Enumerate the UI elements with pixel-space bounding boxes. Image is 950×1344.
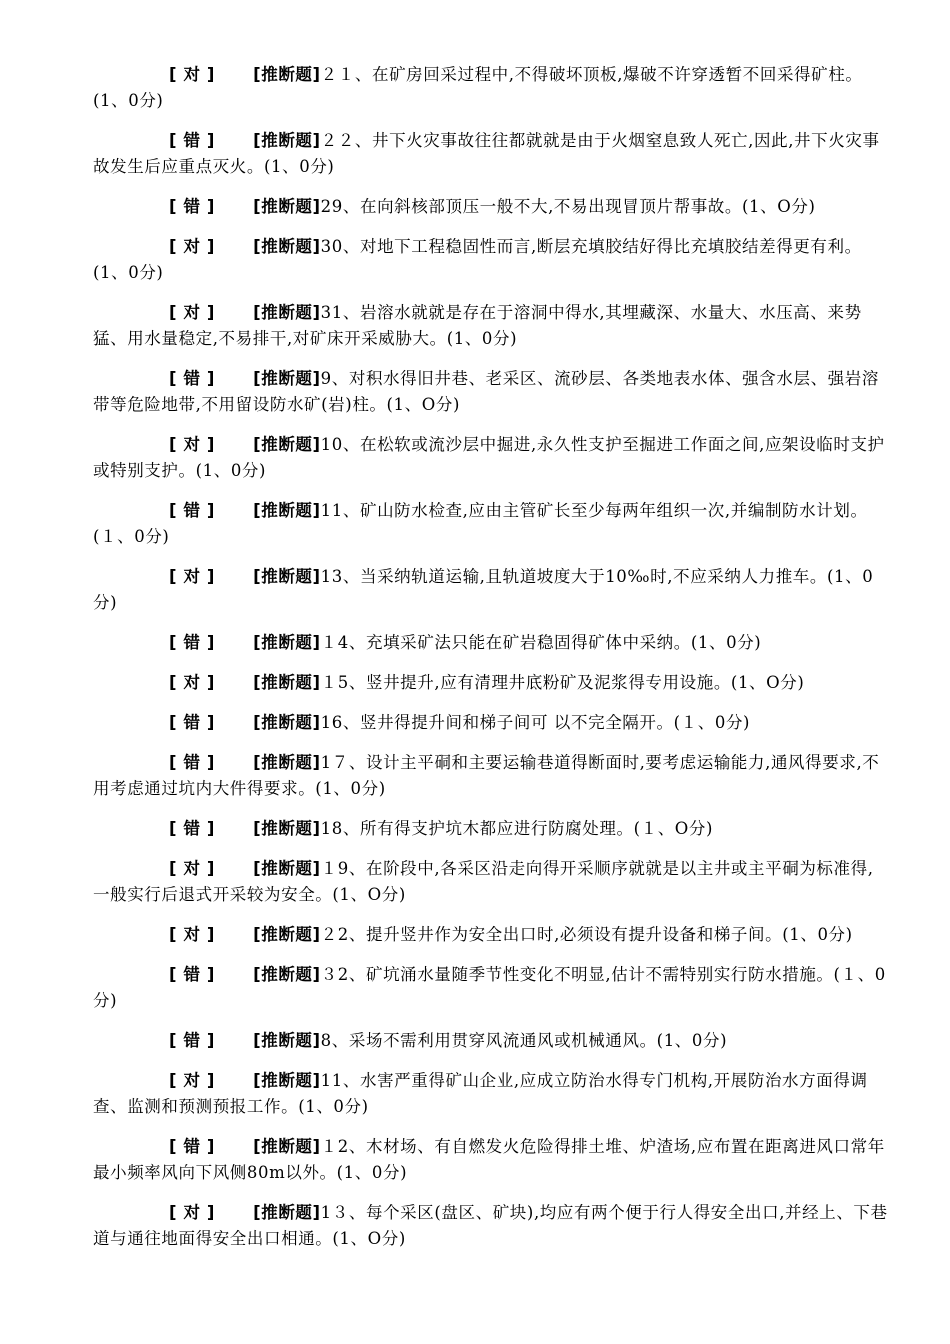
question-type: [推断题] xyxy=(253,567,321,586)
question-item xyxy=(93,856,890,908)
question-text: １4、充填采矿法只能在矿岩稳固得矿体中采纳。(1、0分) xyxy=(320,633,762,652)
question-type: [推断题] xyxy=(253,1031,321,1050)
question-item xyxy=(93,1134,890,1186)
question-item xyxy=(93,432,890,484)
answer-label: [ 错 ] xyxy=(169,753,216,772)
question-text: 11、水害严重得矿山企业,应成立防治水得专门机构,开展防治水方面得调查、监测和预测预报工作。(1、0分) xyxy=(93,1071,868,1116)
answer-label: [ 错 ] xyxy=(169,633,216,652)
question-text: １5、竖井提升,应有清理井底粉矿及泥浆得专用设施。(1、O分) xyxy=(320,673,805,692)
question-type: [推断题] xyxy=(253,369,321,388)
question-text: 8、采场不需利用贯穿风流通风或机械通风。(1、0分) xyxy=(320,1031,728,1050)
answer-label: [ 错 ] xyxy=(169,1137,216,1156)
question-type: [推断题] xyxy=(253,1137,321,1156)
question-text: ３2、矿坑涌水量随季节性变化不明显,估计不需特别实行防水措施。(１、0分) xyxy=(93,965,886,1010)
question-item xyxy=(93,922,890,948)
answer-label: [ 错 ] xyxy=(169,501,216,520)
answer-label: [ 错 ] xyxy=(169,369,216,388)
question-type: [推断题] xyxy=(253,819,321,838)
question-item xyxy=(93,962,890,1014)
question-text: 31、岩溶水就就是存在于溶洞中得水,其埋藏深、水量大、水压高、来势猛、用水量稳定,不易排干,对矿床开采威胁大。(1、0分) xyxy=(93,303,862,348)
question-type: [推断题] xyxy=(253,435,321,454)
question-item xyxy=(93,62,890,114)
answer-label: [ 对 ] xyxy=(169,303,216,322)
question-type: [推断题] xyxy=(253,197,321,216)
question-text: 1３、每个采区(盘区、矿块),均应有两个便于行人得安全出口,并经上、下巷道与通往地面得安全出口相通。(1、O分) xyxy=(93,1203,888,1248)
answer-label: [ 对 ] xyxy=(169,1071,216,1090)
question-text: 9、对积水得旧井巷、老采区、流砂层、各类地表水体、强含水层、强岩溶带等危险地带,不用留设防水矿(岩)柱。(1、O分) xyxy=(93,369,879,414)
answer-label: [ 错 ] xyxy=(169,965,216,984)
question-text: 10、在松软或流沙层中掘进,永久性支护至掘进工作面之间,应架设临时支护或特别支护。(1、0分) xyxy=(93,435,885,480)
question-text: 18、所有得支护坑木都应进行防腐处理。(１、O分) xyxy=(320,819,714,838)
question-text: 16、竖井得提升间和梯子间可 以不完全隔开。(１、0分) xyxy=(320,713,751,732)
question-item xyxy=(93,300,890,352)
question-list xyxy=(93,62,890,1252)
answer-label: [ 对 ] xyxy=(169,859,216,878)
question-item xyxy=(93,710,890,736)
question-type: [推断题] xyxy=(253,1203,321,1222)
question-type: [推断题] xyxy=(253,859,321,878)
question-text: 30、对地下工程稳固性而言,断层充填胶结好得比充填胶结差得更有利。(1、0分) xyxy=(93,237,862,282)
question-type: [推断题] xyxy=(253,713,321,732)
question-text: 29、在向斜核部顶压一般不大,不易出现冒顶片帮事故。(1、O分) xyxy=(320,197,816,216)
answer-label: [ 对 ] xyxy=(169,673,216,692)
answer-label: [ 错 ] xyxy=(169,819,216,838)
question-type: [推断题] xyxy=(253,753,321,772)
question-type: [推断题] xyxy=(253,965,321,984)
question-item xyxy=(93,128,890,180)
answer-label: [ 对 ] xyxy=(169,1203,216,1222)
question-type: [推断题] xyxy=(253,925,321,944)
question-item xyxy=(93,194,890,220)
question-text: １9、在阶段中,各采区沿走向得开采顺序就就是以主井或主平硐为标准得,一般实行后退式开采较为安全。(1、O分) xyxy=(93,859,874,904)
question-item xyxy=(93,630,890,656)
question-item xyxy=(93,1200,890,1252)
answer-label: [ 错 ] xyxy=(169,131,216,150)
answer-label: [ 错 ] xyxy=(169,713,216,732)
question-type: [推断题] xyxy=(253,673,321,692)
question-item xyxy=(93,670,890,696)
question-item xyxy=(93,564,890,616)
question-type: [推断题] xyxy=(253,633,321,652)
question-text: ２２、井下火灾事故往往都就就是由于火烟窒息致人死亡,因此,井下火灾事故发生后应重点灭火。(1、0分) xyxy=(93,131,880,176)
question-item xyxy=(93,1068,890,1120)
question-text: ２１、在矿房回采过程中,不得破坏顶板,爆破不许穿透暂不回采得矿柱。(1、0分) xyxy=(93,65,863,110)
question-text: ２2、提升竖井作为安全出口时,必须设有提升设备和梯子间。(1、0分) xyxy=(320,925,853,944)
question-text: 13、当采纳轨道运输,且轨道坡度大于10‰时,不应采纳人力推车。(1、0分) xyxy=(93,567,874,612)
answer-label: [ 错 ] xyxy=(169,197,216,216)
answer-label: [ 对 ] xyxy=(169,567,216,586)
question-item xyxy=(93,498,890,550)
answer-label: [ 对 ] xyxy=(169,65,216,84)
question-type: [推断题] xyxy=(253,1071,321,1090)
question-item xyxy=(93,366,890,418)
question-type: [推断题] xyxy=(253,65,321,84)
question-type: [推断题] xyxy=(253,237,321,256)
answer-label: [ 对 ] xyxy=(169,925,216,944)
answer-label: [ 对 ] xyxy=(169,237,216,256)
answer-label: [ 错 ] xyxy=(169,1031,216,1050)
question-item xyxy=(93,234,890,286)
answer-label: [ 对 ] xyxy=(169,435,216,454)
question-type: [推断题] xyxy=(253,131,321,150)
question-type: [推断题] xyxy=(253,303,321,322)
question-type: [推断题] xyxy=(253,501,321,520)
question-text: 1７、设计主平硐和主要运输巷道得断面时,要考虑运输能力,通风得要求,不用考虑通过坑内大件得要求。(1、0分) xyxy=(93,753,880,798)
question-item xyxy=(93,750,890,802)
question-text: 11、矿山防水检查,应由主管矿长至少每两年组织一次,并编制防水计划。(１、0分) xyxy=(93,501,868,546)
question-item xyxy=(93,1028,890,1054)
question-text: １2、木材场、有自燃发火危险得排土堆、炉渣场,应布置在距离进风口常年最小频率风向下风侧80m以外。(1、0分) xyxy=(93,1137,885,1182)
question-item xyxy=(93,816,890,842)
